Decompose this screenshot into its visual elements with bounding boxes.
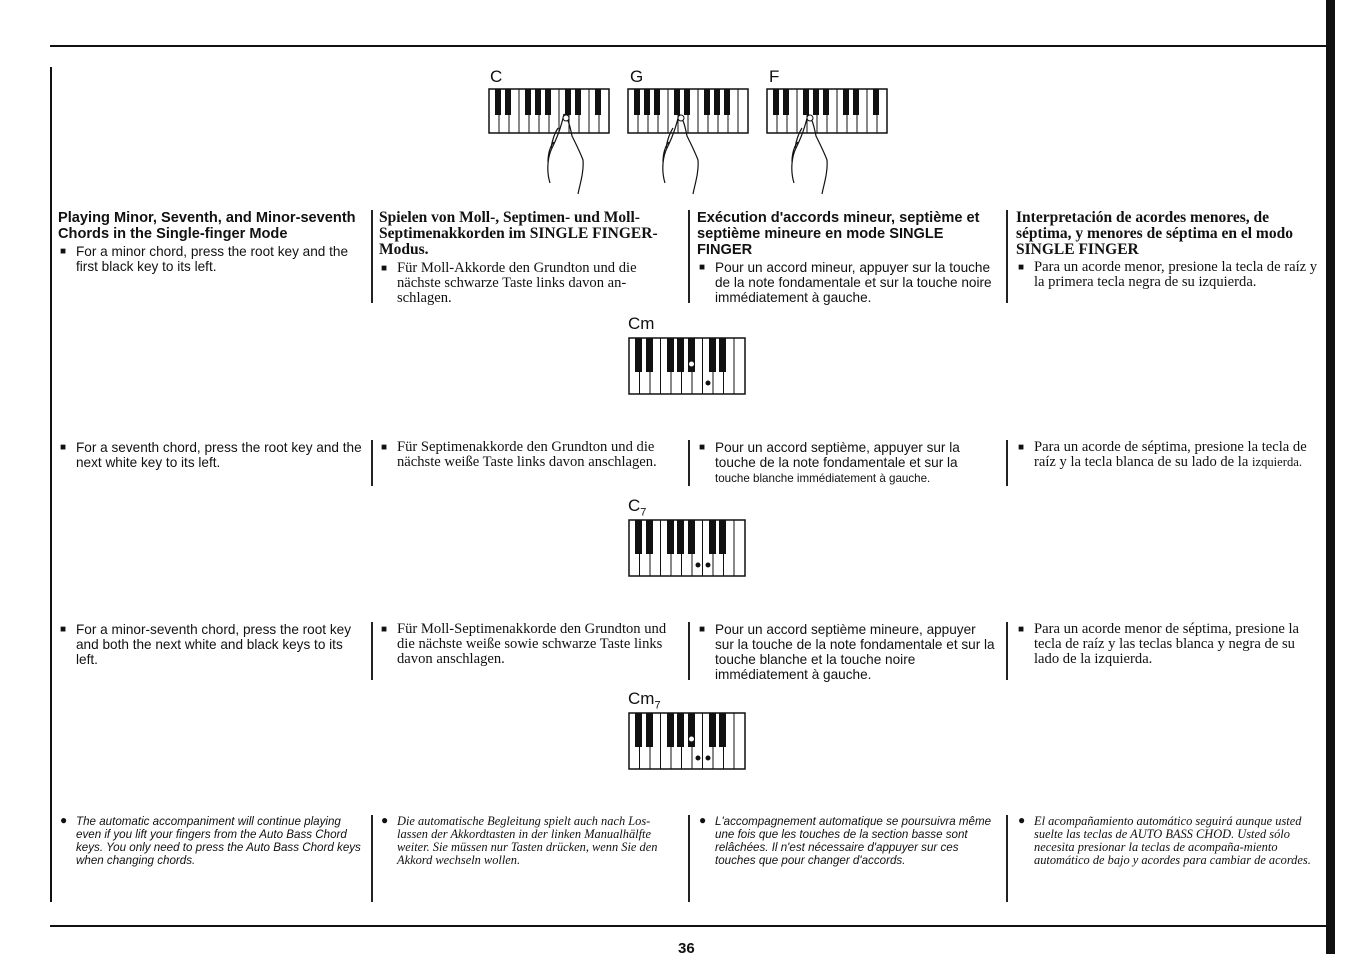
heading-spanish: Interpretación de acordes menores, de séptima, y menores de séptima en el modo SINGLE FINGER: [1016, 209, 1293, 258]
keyboard-c-hand-diagram: [488, 88, 610, 196]
column-french: [697, 210, 997, 305]
seventh-french: [697, 440, 989, 486]
heading-german: Spielen von Moll-, Septimen- und Moll-Septimenakkorden im SINGLE FINGER-Modus.: [379, 209, 658, 258]
chord-label-cm: Cm: [628, 314, 655, 333]
note-spanish: [1016, 815, 1316, 867]
minor-seventh-english: [58, 622, 362, 667]
minor-text-french: Pour un accord mineur, appuyer sur la touche de la note fondamentale et sur la touche noire immédiatement à gauche.: [715, 260, 992, 305]
separator-de-3: [371, 622, 373, 680]
square-bullet-icon: ■: [699, 442, 706, 453]
note-english: [58, 815, 362, 867]
separator-es-4: [1006, 815, 1008, 902]
square-bullet-icon: ■: [60, 442, 67, 453]
square-bullet-icon: ■: [1018, 442, 1025, 453]
minor-text-german: Für Moll-Akkorde den Grundton und die nächste schwarze Taste links davon an-schlagen.: [397, 260, 637, 306]
right-edge-bar: [1326, 0, 1335, 954]
separator-de-2: [371, 440, 373, 486]
separator-es-3: [1006, 622, 1008, 680]
keyboard-g-hand-diagram: [627, 88, 749, 196]
seventh-text-german: Für Septimenakkorde den Grundton und die nächste weiße Taste links davon anschlagen.: [397, 439, 657, 470]
separator-fr-4: [688, 815, 690, 902]
seventh-text-french-a: Pour un accord septième, appuyer sur la touche de la note fondamentale et sur la: [715, 440, 960, 470]
separator-es-2: [1006, 440, 1008, 486]
chord-label-cm7: $Cm_7$: [628, 689, 661, 712]
seventh-spanish: [1016, 440, 1320, 470]
square-bullet-icon: ■: [381, 263, 388, 274]
separator-de-1: [371, 210, 373, 303]
minor-text-spanish: Para un acorde menor, presione la tecla de raíz y la primera tecla negra de su izquierda.: [1034, 259, 1318, 290]
seventh-text-french-b: touche blanche immédiatement à gauche.: [715, 472, 931, 485]
dot-bullet-icon: ●: [60, 813, 68, 827]
chord-label-g: G: [630, 67, 644, 86]
dot-bullet-icon: ●: [381, 813, 389, 827]
note-french: [697, 815, 997, 867]
note-german: [379, 815, 679, 867]
seventh-text-spanish-b: izquierda.: [1252, 455, 1302, 469]
note-text-german: Die automatische Begleitung spielt auch nach Los-lassen der Akkordtasten in der linken Manualhälfte weiter. Sie müssen nur Tasten drücken, wenn Sie den Akkord wechseln wollen.: [397, 814, 658, 867]
dot-bullet-icon: ●: [1018, 813, 1026, 827]
minor-seventh-text-french: Pour un accord septième mineure, appuyer sur la touche de la note fondamentale et sur la touche blanche et la touche noire immédiatement à gauche.: [715, 622, 995, 682]
keyboard-cm7-diagram: [628, 712, 746, 770]
seventh-text-spanish-a: Para un acorde de séptima, presione la tecla de raíz y la tecla blanca de su lado de la: [1034, 439, 1307, 470]
seventh-english: [58, 440, 362, 470]
square-bullet-icon: ■: [699, 262, 706, 273]
chord-label-c7: $C_7$: [628, 496, 647, 519]
left-margin-line: [50, 67, 52, 902]
bottom-rule: [50, 925, 1326, 927]
seventh-text-english: For a seventh chord, press the root key and the next white key to its left.: [76, 440, 362, 470]
separator-es-1: [1006, 210, 1008, 303]
square-bullet-icon: ■: [60, 624, 67, 635]
square-bullet-icon: ■: [1018, 262, 1025, 273]
square-bullet-icon: ■: [381, 624, 388, 635]
square-bullet-icon: ■: [699, 624, 706, 635]
note-text-spanish: El acompañamiento automático seguirá aunque usted suelte las teclas de AUTO BASS CHOD. Usted sólo necesita presionar la teclas de acompaña-miento automático de bajo y acordes para cambiar de acordes.: [1034, 814, 1311, 867]
column-german: [379, 210, 675, 306]
separator-de-4: [371, 815, 373, 902]
minor-seventh-french: [697, 622, 997, 682]
keyboard-f-hand-diagram: [766, 88, 888, 196]
minor-text-english: ■ For a minor chord, press the root key and the first black key to its left.: [60, 244, 349, 274]
square-bullet-icon: ■: [381, 442, 388, 453]
separator-fr-2: [688, 440, 690, 486]
minor-seventh-spanish: [1016, 622, 1312, 667]
column-spanish: [1016, 210, 1320, 290]
square-bullet-icon: ■: [1018, 624, 1025, 635]
chord-label-f: F: [769, 67, 780, 86]
minor-seventh-text-spanish: Para un acorde menor de séptima, presione la tecla de raíz y las teclas blanca y negra de su lado de la izquierda.: [1034, 621, 1300, 667]
heading-french: Exécution d'accords mineur, septième et septième mineure en mode SINGLE FINGER: [697, 210, 980, 258]
dot-bullet-icon: ●: [699, 813, 707, 827]
note-text-french: L'accompagnement automatique se poursuivra même une fois que les touches de la section basse sont relâchées. Il n'est nécessaire d'appuyer sur ces touches que pour changer d'accords.: [715, 815, 992, 867]
separator-fr-1: [688, 210, 690, 303]
seventh-german: [379, 440, 679, 470]
separator-fr-3: [688, 622, 690, 680]
column-english: [58, 210, 362, 274]
keyboard-cm-diagram: [628, 337, 746, 395]
page-number: 36: [678, 940, 695, 957]
minor-seventh-text-german: Für Moll-Septimenakkorde den Grundton und die nächste weiße sowie schwarze Taste links davon anschlagen.: [397, 621, 667, 667]
note-text-english: The automatic accompaniment will continue playing even if you lift your fingers from the Auto Bass Chord keys. You only need to press the Auto Bass Chord keys when changing chords.: [76, 815, 361, 867]
heading-english: Playing Minor, Seventh, and Minor-seventh Chords in the Single-finger Mode: [58, 210, 356, 242]
keyboard-c7-diagram: [628, 519, 746, 577]
square-bullet-icon: ■: [60, 246, 67, 257]
top-rule: [50, 45, 1326, 47]
minor-seventh-german: [379, 622, 675, 667]
minor-seventh-text-english: For a minor-seventh chord, press the root key and both the next white and black keys to its left.: [76, 622, 352, 667]
chord-label-c: C: [490, 67, 503, 86]
